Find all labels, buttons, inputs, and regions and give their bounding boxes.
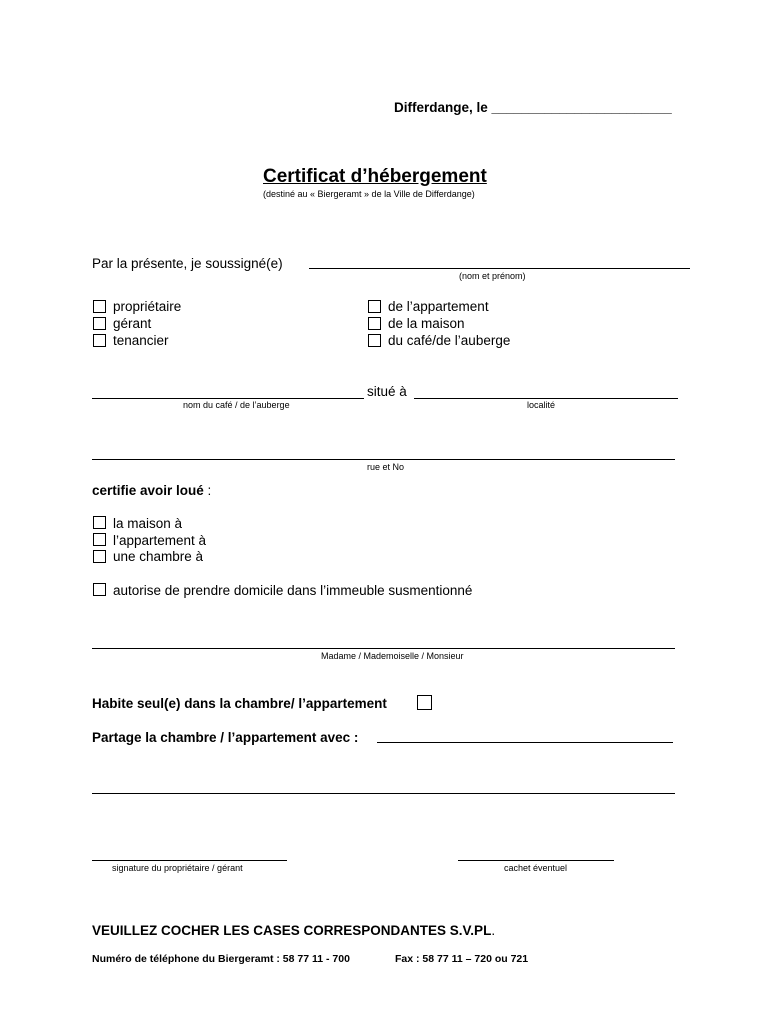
street-field[interactable] xyxy=(92,459,675,460)
role-manager-label: gérant xyxy=(113,316,152,331)
certifies-heading xyxy=(92,483,211,498)
stamp-caption: cachet éventuel xyxy=(504,863,568,873)
authorize-label: autorise de prendre domicile dans l’immeuble susmentionné xyxy=(113,583,473,598)
footer-fax: Fax : 58 77 11 – 720 ou 721 xyxy=(395,953,529,965)
type-cafe-checkbox[interactable] xyxy=(368,334,381,347)
date-line: Differdange, le ________________________ xyxy=(394,100,672,115)
page-subtitle: (destiné au « Biergeramt » de la Ville de Differdange) xyxy=(263,189,475,199)
lives-alone-checkbox[interactable] xyxy=(417,695,432,710)
rent-house-checkbox[interactable] xyxy=(93,516,106,529)
rent-room-label: une chambre à xyxy=(113,549,204,564)
page-title: Certificat d’hébergement xyxy=(263,166,487,187)
role-owner-checkbox[interactable] xyxy=(93,300,106,313)
cafe-name-field[interactable] xyxy=(92,398,364,399)
footer-phone: Numéro de téléphone du Biergeramt : 58 77 11 - 700 xyxy=(92,953,350,965)
lives-alone-label: Habite seul(e) dans la chambre/ l’appartement xyxy=(92,696,387,711)
type-apartment-checkbox[interactable] xyxy=(368,300,381,313)
type-apartment-label: de l’appartement xyxy=(388,299,489,314)
person-field[interactable] xyxy=(92,648,675,649)
shares-extra-field[interactable] xyxy=(92,793,675,794)
type-house-label: de la maison xyxy=(388,316,465,331)
role-owner-label: propriétaire xyxy=(113,299,182,314)
locality-field[interactable] xyxy=(414,398,678,399)
locality-caption: localité xyxy=(527,400,556,410)
person-caption: Madame / Mademoiselle / Monsieur xyxy=(321,651,464,661)
role-manager-checkbox[interactable] xyxy=(93,317,106,330)
name-field[interactable] xyxy=(309,268,690,269)
situated-label: situé à xyxy=(367,384,407,399)
role-tenant-label: tenancier xyxy=(113,333,169,348)
certifies-label: certifie avoir loué xyxy=(92,483,204,498)
role-tenant-checkbox[interactable] xyxy=(93,334,106,347)
shares-field[interactable] xyxy=(377,742,673,743)
footer-instruction xyxy=(92,923,495,938)
shares-label: Partage la chambre / l’appartement avec : xyxy=(92,730,359,745)
rent-apartment-label: l’appartement à xyxy=(113,533,207,548)
street-caption: rue et No xyxy=(367,462,405,472)
certifies-colon: : xyxy=(203,483,212,498)
type-house-checkbox[interactable] xyxy=(368,317,381,330)
cafe-name-caption: nom du café / de l’auberge xyxy=(183,400,290,410)
declarant-intro: Par la présente, je soussigné(e) xyxy=(92,256,283,271)
rent-room-checkbox[interactable] xyxy=(93,550,106,563)
owner-signature-caption: signature du propriétaire / gérant xyxy=(112,863,243,873)
footer-instruction-text: VEUILLEZ COCHER LES CASES CORRESPONDANTES S.V.PL xyxy=(92,923,492,938)
rent-house-label: la maison à xyxy=(113,516,183,531)
footer-instruction-end: . xyxy=(491,923,496,938)
stamp-field[interactable] xyxy=(458,860,614,861)
rent-apartment-checkbox[interactable] xyxy=(93,533,106,546)
type-cafe-label: du café/de l’auberge xyxy=(388,333,511,348)
owner-signature-field[interactable] xyxy=(92,860,287,861)
authorize-checkbox[interactable] xyxy=(93,583,106,596)
name-caption: (nom et prénom) xyxy=(459,271,526,281)
